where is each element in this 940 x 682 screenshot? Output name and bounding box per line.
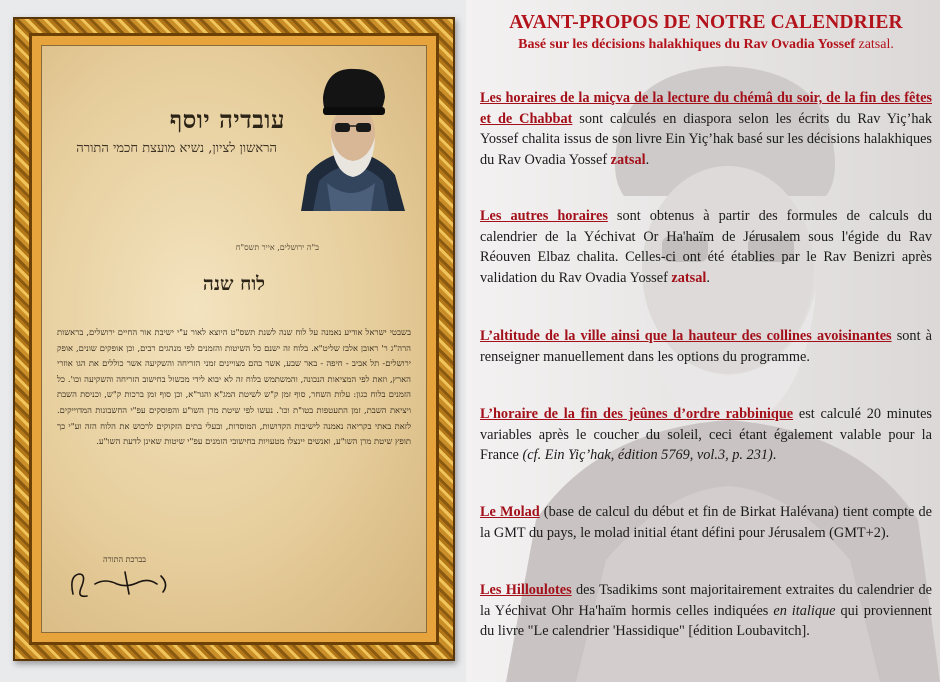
hebrew-signature-label: בברכת התורה	[103, 555, 147, 564]
subtitle-plain-text: zatsal.	[858, 37, 894, 52]
paragraph-end: qui proviennent du livre "Le calendrier 'Hassidique" [édition Loubavitch].	[480, 602, 933, 640]
subtitle-bold-text: Basé sur les décisions halakhiques du Rav Ovadia Yossef	[518, 37, 855, 52]
frame-mat	[32, 36, 436, 642]
zatsal-label: zatsal	[610, 151, 646, 168]
citation-italic: (cf. Ein Yiç’hak, édition 5769, vol.3, p. 231)	[522, 447, 773, 464]
paragraph-lead: Les autres horaires	[480, 208, 608, 224]
article-title: AVANT-PROPOS DE NOTRE CALENDRIER	[509, 12, 903, 33]
paragraph-end: .	[772, 447, 777, 464]
zatsal-label: zatsal	[671, 269, 707, 286]
rabbi-portrait-image	[293, 63, 409, 211]
italic-phrase: en italique	[773, 602, 836, 619]
hebrew-subtitle: הראשון לציון, נשיא מועצת חכמי התורה	[76, 141, 277, 156]
hebrew-letter-body: בשבטי ישראל אודיע נאמנה על לוח שנה לשנת תשס"ט היוצא לאור ע"י ישיבת אור החיים ירושלים, בראשות הרה"ג ר' ראובן אלבז שליט"א. בלוח זה ישנם כל השיטות והזמנים לפי מנהגים רבים, וכן אופקים שונים, אופק ירושלים- תל אביב - חיפה - באר שבע, אשר בהם מצויינים זמני הזריחה והשקיעה אשר כוללים את הגו אוזרי הארץ, וזאת לפי המציאות הנכונה, והמשתמש בלוח זה לא יבוא לידי מכשול בחישוב הזריחה והשקיעה וכו'. כל הזמנים בלוח כגון: עלות השחר, סוף זמן ק"ש לשיטת המג"א והגר"א, וכן סוף זמן ברכות ק"ש, וכניסת השבת ויציאת השבת, זמן התעטפות בטו"ת וכו'. נעשו לפי שיטת מרן השו"ע והפוסקים עפ"י החשבונות המדוייקים. לזאת באתי בקריאה נאמנה לישיבות הקדושות, המוסדות, ובעלי בתים הזקוקים לרכוש את הלוח הזה וע"י כך תופץ שיטת מרן השו"ע, ואנשים יינצלו מטעויות בחישובי הזמנים עפ"י שיטות שאינן לדעת השו"ע.	[57, 327, 411, 447]
paragraph-lead: Les Hilloulotes	[480, 582, 572, 598]
paragraph-molad	[480, 502, 932, 543]
paragraph-text: sont calculés en diaspora selon les écrits du Rav Yiç’hak Yossef chalita issus de son livre Ein Yiç’hak basé sur les décisions halakhiques du Rav Ovadia Yossef	[480, 110, 932, 168]
hebrew-name-heading: עובדיה יוסף	[169, 105, 285, 134]
document-panel	[0, 0, 466, 682]
paragraph-altitude	[480, 326, 932, 367]
paragraph-lead: Le Molad	[480, 504, 540, 520]
paragraph-hilloulotes	[480, 580, 932, 642]
paragraph-lead: L’horaire de la fin des jeûnes d’ordre rabbinique	[480, 406, 794, 422]
paragraph-text: est calculé 20 minutes variables après le coucher du soleil, ceci étant également valable pour la France	[480, 406, 932, 464]
document-paper	[41, 45, 427, 633]
hebrew-date-line: ב"ה ירושלים, אייר תשס"ח	[235, 243, 319, 252]
paragraph-end: .	[645, 151, 650, 168]
paragraph-jeunes	[480, 404, 932, 466]
ornate-frame	[13, 17, 455, 661]
paragraph-text: sont obtenus à partir des formules de calculs du calendrier de la Yéchivat Or Ha'haïm de Jérusalem sous l'égide du Rav Réouven Elbaz chalita. Celles-ci ont été établies par le Rav Benizri après validation du Rav Ovadia Yossef	[480, 208, 933, 286]
hebrew-document-title: לוח שנה	[202, 273, 266, 295]
paragraph-text: (base de calcul du début et fin de Birkat Halévana) tient compte de la GMT du pays, le molad initial étant défini pour Jérusalem (GMT+2).	[480, 504, 933, 541]
article-content	[480, 12, 933, 640]
paragraph-lead: Les horaires de la miçva de la lecture du chémâ du soir, de la fin des fêtes et de Chabbat	[480, 90, 932, 127]
paragraph-text: sont à renseigner manuellement dans les options du programme.	[480, 328, 932, 365]
article-subtitle	[480, 37, 932, 53]
paragraph-end: .	[706, 269, 710, 286]
handwritten-signature	[65, 564, 185, 602]
paragraph-chema-horaires	[480, 88, 932, 170]
paragraph-autres-horaires	[480, 206, 932, 288]
paragraph-text: des Tsadikims sont majoritairement extraites du calendrier de la Yéchivat Ohr Ha'haïm hormis celles indiquées	[480, 582, 932, 619]
article-panel	[466, 0, 940, 682]
paragraph-lead: L’altitude de la ville ainsi que la hauteur des collines avoisinantes	[480, 328, 892, 344]
